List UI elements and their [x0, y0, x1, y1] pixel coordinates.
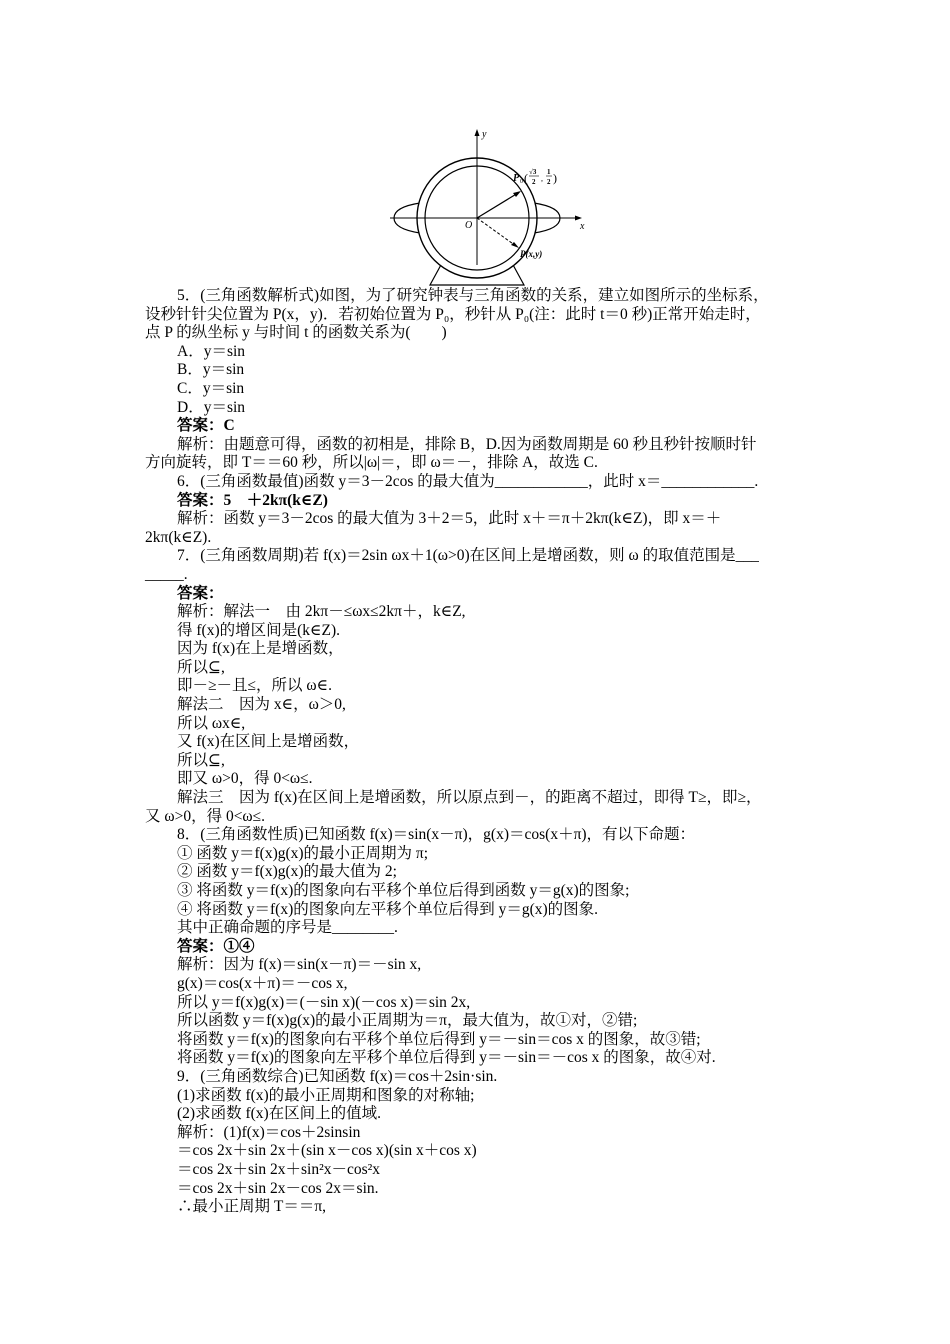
text-line: 6．(三角函数最值)函数 y＝3－2cos 的最大值为____________，此时 x＝____________. [177, 472, 759, 490]
text-line: 答案：①④ [177, 937, 255, 955]
text-line: D．y＝sin [177, 398, 246, 416]
text-line: ③ 将函数 y＝f(x)的图象向右平移个单位后得到函数 y＝g(x)的图象; [177, 882, 630, 899]
text-line: 所以⊆, [177, 658, 225, 676]
text-line: 2kπ(k∈Z). [145, 528, 212, 546]
text-line: (1)求函数 f(x)的最小正周期和图象的对称轴; [177, 1086, 475, 1104]
p0-sqrt3: √3 [529, 168, 537, 176]
p0-comma: , [541, 174, 543, 183]
p0-label: P [513, 173, 520, 184]
text-line: 8．(三角函数性质)已知函数 f(x)＝sin(x－π)，g(x)＝cos(x＋π)，有以下命题： [177, 826, 696, 844]
text-line: 答案： [177, 584, 224, 602]
y-label: y [482, 129, 487, 140]
text-line: 所以⊆, [177, 751, 225, 769]
text-line: 点 P 的纵坐标 y 与时间 t 的函数关系为( ) [145, 324, 447, 342]
solution-text [145, 287, 810, 1217]
text-line: 所以 y＝f(x)g(x)＝(－sin x)(－cos x)＝sin 2x, [177, 993, 471, 1011]
text-line: 解法三 因为 f(x)在区间上是增函数，所以原点到－，的距离不超过，即得 T≥，即≥， [177, 789, 762, 807]
text-line: 解析：由题意可得，函数的初相是，排除 B，D.因为函数周期是 60 秒且秒针按顺时针 [177, 435, 757, 453]
text-line: 解析：函数 y＝3－2cos 的最大值为 3＋2＝5，此时 x＋＝π＋2kπ(k∈Z)，即 x＝＋ [177, 510, 722, 528]
text-line: 9．(三角函数综合)已知函数 f(x)＝cos＋2sin·sin. [177, 1067, 498, 1085]
text-line: 解析：解法一 由 2kπ－≤ωx≤2kπ＋，k∈Z, [177, 603, 466, 621]
text-line: 又 ω>0，得 0<ω≤. [145, 807, 266, 825]
p0-den2: 2 [547, 178, 551, 186]
text-line: 所以函数 y＝f(x)g(x)的最小正周期为＝π，最大值为，故①对，②错; [177, 1012, 638, 1030]
text-line: 即－≥－且≤，所以 ω∈. [177, 677, 332, 695]
p0-den1: 2 [532, 178, 536, 186]
text-line: 解析：因为 f(x)＝sin(x－π)＝－sin x, [177, 956, 422, 974]
text-line: (2)求函数 f(x)在区间上的值域. [177, 1105, 382, 1123]
text-line: 所以 ωx∈, [177, 714, 246, 732]
text-line: ② 函数 y＝f(x)g(x)的最大值为 2; [177, 863, 397, 881]
text-line: g(x)＝cos(x＋π)＝－cos x, [177, 974, 348, 992]
text-line: 解析：(1)f(x)＝cos＋2sinsin [177, 1123, 361, 1141]
text-line: 答案：5 ＋2kπ(k∈Z) [177, 491, 328, 509]
p0-close-paren: ) [553, 171, 557, 185]
text-line: A．y＝sin [177, 342, 246, 360]
text-line: 5．(三角函数解析式)如图，为了研究钟表与三角函数的关系，建立如图所示的坐标系， [177, 287, 769, 304]
clock-figure [380, 125, 590, 290]
p0-open-paren: ( [524, 171, 528, 185]
text-line: 其中正确命题的序号是________. [177, 919, 398, 937]
text-line: 得 f(x)的增区间是(k∈Z). [177, 621, 341, 639]
text-line: ∴最小正周期 T＝＝π, [177, 1198, 327, 1216]
text-line: ＝cos 2x＋sin 2x＋(sin x－cos x)(sin x＋cos x) [177, 1142, 477, 1160]
text-line: 将函数 y＝f(x)的图象向右平移个单位后得到 y＝－sin＝cos x 的图象，故③错; [177, 1030, 701, 1048]
text-line: ④ 将函数 y＝f(x)的图象向左平移个单位后得到 y＝g(x)的图象. [177, 900, 599, 918]
text-line: 方向旋转，即 T＝＝60 秒，所以|ω|＝，即 ω＝－，排除 A，故选 C. [145, 454, 598, 472]
x-label: x [580, 221, 585, 232]
text-line: 7．(三角函数周期)若 f(x)＝2sin ωx＋1(ω>0)在区间上是增函数，则 ω 的取值范围是___ [177, 547, 759, 565]
origin-label: O [465, 220, 473, 231]
text-line: ＝cos 2x＋sin 2x＋sin²x－cos²x [177, 1160, 381, 1178]
text-line: ① 函数 y＝f(x)g(x)的最小正周期为 π; [177, 844, 429, 862]
text-line: C．y＝sin [177, 379, 245, 397]
p0-subscript: 0 [520, 179, 523, 185]
text-line: 答案：C [177, 417, 235, 435]
text-line: B．y＝sin [177, 361, 245, 379]
p-label: P(x,y) [520, 249, 543, 259]
text-line: 将函数 y＝f(x)的图象向左平移个单位后得到 y＝－sin＝－cos x 的图象，故④对. [177, 1049, 716, 1067]
text-line: _____. [145, 565, 188, 583]
text-line: ＝cos 2x＋sin 2x－cos 2x＝sin. [177, 1179, 379, 1197]
text-line: 解法二 因为 x∈，ω＞0, [177, 696, 346, 714]
text-line: 即又 ω>0，得 0<ω≤. [177, 770, 313, 788]
text-line: 又 f(x)在区间上是增函数， [177, 733, 360, 751]
text-line: 因为 f(x)在上是增函数， [177, 640, 344, 658]
text-line: 设秒针针尖位置为 P(x，y)．若初始位置为 P₀，秒针从 P₀(注：此时 t＝0 秒)正常开始走时， [145, 305, 761, 323]
p0-num2: 1 [547, 168, 551, 176]
